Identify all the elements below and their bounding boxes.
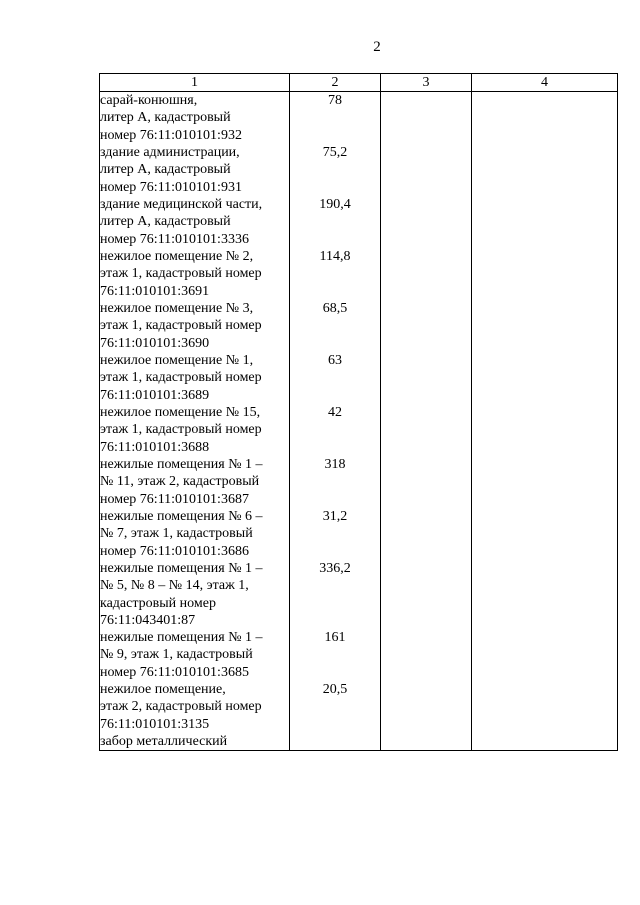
column-3-cell (381, 92, 472, 751)
description-line: номер 76:11:010101:3687 (100, 491, 249, 507)
list-item (100, 456, 289, 508)
description-line: номер 76:11:010101:3685 (100, 664, 249, 680)
area-cell (290, 92, 381, 751)
column-header-4: 4 (472, 74, 618, 92)
list-item (290, 404, 380, 456)
description-line: № 5, № 8 – № 14, этаж 1, (100, 578, 249, 594)
area-value: 190,4 (319, 197, 351, 212)
description-line: 76:11:010101:3691 (100, 283, 210, 299)
list-item (290, 300, 380, 352)
list-item (100, 248, 289, 300)
property-table (99, 73, 618, 751)
description-line: нежилые помещения № 1 – (100, 561, 263, 576)
list-item (100, 196, 289, 248)
description-line: этаж 1, кадастровый номер (100, 370, 262, 386)
area-value: 114,8 (319, 249, 351, 264)
page-number: 2 (373, 39, 381, 55)
area-value: 42 (328, 405, 342, 420)
description-line: этаж 1, кадастровый номер (100, 318, 262, 334)
list-item (100, 733, 289, 750)
table-body-row (100, 92, 618, 751)
description-line: литер А, кадастровый (100, 162, 231, 178)
area-value: 31,2 (322, 509, 348, 524)
description-line: № 9, этаж 1, кадастровый (100, 647, 253, 663)
list-item (100, 92, 289, 144)
list-item (290, 733, 380, 750)
area-value: 318 (324, 457, 346, 472)
description-line: нежилое помещение № 2, (100, 249, 254, 264)
description-line: нежилое помещение № 1, (100, 353, 254, 368)
description-line: нежилое помещение, (100, 682, 226, 697)
description-line: номер 76:11:010101:3336 (100, 231, 249, 247)
description-line: нежилое помещение № 3, (100, 301, 254, 316)
column-header-2: 2 (290, 74, 381, 92)
list-item (100, 300, 289, 352)
list-item (290, 248, 380, 300)
column-header-1: 1 (100, 74, 290, 92)
description-line: номер 76:11:010101:931 (100, 179, 242, 195)
area-value: 78 (328, 93, 342, 108)
description-line: нежилое помещение № 15, (100, 405, 261, 420)
description-line: сарай-конюшня, (100, 93, 198, 108)
description-line: номер 76:11:010101:3686 (100, 543, 249, 559)
list-item (290, 681, 380, 733)
description-line: номер 76:11:010101:932 (100, 127, 242, 143)
list-item (290, 560, 380, 629)
column-4-cell (472, 92, 618, 751)
list-item (290, 629, 380, 681)
area-value: 75,2 (322, 145, 348, 160)
list-item (100, 144, 289, 196)
description-line: нежилые помещения № 6 – (100, 509, 263, 524)
description-line: 76:11:010101:3689 (100, 387, 210, 403)
description-line: № 7, этаж 1, кадастровый (100, 526, 253, 542)
area-value: 63 (328, 353, 342, 368)
list-item (100, 560, 289, 629)
column-header-3: 3 (381, 74, 472, 92)
list-item (290, 196, 380, 248)
description-line: здание администрации, (100, 145, 240, 160)
list-item (100, 508, 289, 560)
description-line: 76:11:010101:3135 (100, 716, 210, 732)
list-item (100, 404, 289, 456)
list-item (290, 144, 380, 196)
table-header-row (100, 74, 618, 92)
description-line: нежилые помещения № 1 – (100, 457, 263, 472)
list-item (290, 92, 380, 144)
description-line: этаж 2, кадастровый номер (100, 699, 262, 715)
description-line: 76:11:043401:87 (100, 613, 196, 629)
area-value: 161 (324, 630, 346, 645)
description-line: забор металлический (100, 734, 228, 749)
description-line: здание медицинской части, (100, 197, 263, 212)
list-item (100, 352, 289, 404)
description-line: этаж 1, кадастровый номер (100, 422, 262, 438)
area-value: 68,5 (322, 301, 348, 316)
list-item (290, 352, 380, 404)
list-item (100, 629, 289, 681)
description-line: нежилые помещения № 1 – (100, 630, 263, 645)
list-item (290, 508, 380, 560)
object-description-cell (100, 92, 290, 751)
description-line: этаж 1, кадастровый номер (100, 266, 262, 282)
area-value: 336,2 (319, 561, 351, 576)
list-item (100, 681, 289, 733)
area-value: 20,5 (322, 682, 348, 697)
description-line: литер А, кадастровый (100, 110, 231, 126)
description-line: литер А, кадастровый (100, 214, 231, 230)
description-line: № 11, этаж 2, кадастровый (100, 474, 260, 490)
list-item (290, 456, 380, 508)
description-line: 76:11:010101:3688 (100, 439, 210, 455)
description-line: 76:11:010101:3690 (100, 335, 210, 351)
description-line: кадастровый номер (100, 595, 216, 611)
